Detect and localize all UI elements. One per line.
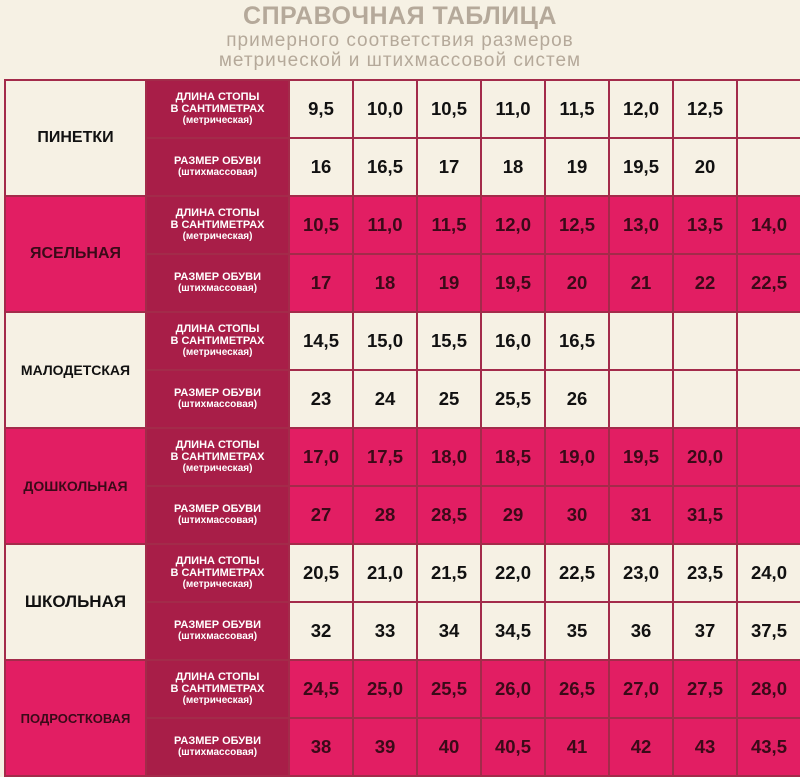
shoe-size-value: 43 [673, 718, 737, 776]
foot-length-value: 12,5 [673, 80, 737, 138]
foot-length-value: 14,0 [737, 196, 800, 254]
foot-length-value: 11,5 [417, 196, 481, 254]
foot-length-value: 19,5 [609, 428, 673, 486]
subtitle-line-2: метрической и штихмассовой систем [218, 50, 582, 71]
label-line: РАЗМЕР ОБУВИ [174, 619, 261, 631]
shoe-size-value: 16,5 [353, 138, 417, 196]
shoe-size-value: 40 [417, 718, 481, 776]
foot-length-label [146, 428, 289, 486]
shoe-size-value: 41 [545, 718, 609, 776]
header [0, 0, 800, 78]
shoe-size-value: 37,5 [737, 602, 800, 660]
shoe-size-value: 40,5 [481, 718, 545, 776]
foot-length-value: 16,5 [545, 312, 609, 370]
table-row [5, 544, 800, 602]
shoe-size-value: 19,5 [609, 138, 673, 196]
foot-length-value: 27,5 [673, 660, 737, 718]
shoe-size-value: 21 [609, 254, 673, 312]
label-line: (метрическая) [182, 695, 253, 706]
foot-length-value: 19,0 [545, 428, 609, 486]
shoe-size-value: 16 [289, 138, 353, 196]
shoe-size-value: 27 [289, 486, 353, 544]
foot-length-value: 20,0 [673, 428, 737, 486]
shoe-size-value: 30 [545, 486, 609, 544]
shoe-size-value: 25,5 [481, 370, 545, 428]
shoe-size-value: 31,5 [673, 486, 737, 544]
foot-length-value [737, 80, 800, 138]
shoe-size-value: 17 [417, 138, 481, 196]
foot-length-value [673, 312, 737, 370]
shoe-size-value [737, 486, 800, 544]
foot-length-value: 9,5 [289, 80, 353, 138]
shoe-size-value: 17 [289, 254, 353, 312]
shoe-size-value: 19 [417, 254, 481, 312]
shoe-size-value [737, 370, 800, 428]
label-line: ДЛИНА СТОПЫ [175, 323, 260, 335]
label-line: (штихмассовая) [177, 399, 258, 410]
shoe-size-value: 19 [545, 138, 609, 196]
shoe-size-value [673, 370, 737, 428]
foot-length-value: 23,5 [673, 544, 737, 602]
foot-length-value: 25,5 [417, 660, 481, 718]
label-line: В САНТИМЕТРАХ [170, 451, 265, 463]
shoe-size-value: 22 [673, 254, 737, 312]
foot-length-label [146, 80, 289, 138]
foot-length-label [146, 544, 289, 602]
category-name: ЯСЕЛЬНАЯ [5, 196, 146, 312]
shoe-size-value: 20 [545, 254, 609, 312]
shoe-size-value: 38 [289, 718, 353, 776]
foot-length-value: 18,5 [481, 428, 545, 486]
foot-length-value: 12,0 [609, 80, 673, 138]
foot-length-value: 26,5 [545, 660, 609, 718]
shoe-size-value: 43,5 [737, 718, 800, 776]
foot-length-value: 17,0 [289, 428, 353, 486]
label-line: РАЗМЕР ОБУВИ [174, 735, 261, 747]
foot-length-value: 27,0 [609, 660, 673, 718]
foot-length-value: 15,5 [417, 312, 481, 370]
foot-length-value: 15,0 [353, 312, 417, 370]
shoe-size-label [146, 718, 289, 776]
foot-length-value: 12,0 [481, 196, 545, 254]
shoe-size-value: 18 [481, 138, 545, 196]
foot-length-value: 10,5 [417, 80, 481, 138]
label-line: ДЛИНА СТОПЫ [175, 671, 260, 683]
label-line: (метрическая) [182, 579, 253, 590]
shoe-size-value: 31 [609, 486, 673, 544]
shoe-size-value: 26 [545, 370, 609, 428]
foot-length-value: 16,0 [481, 312, 545, 370]
foot-length-label [146, 312, 289, 370]
foot-length-value: 24,0 [737, 544, 800, 602]
shoe-size-value: 37 [673, 602, 737, 660]
foot-length-value: 22,5 [545, 544, 609, 602]
foot-length-label [146, 660, 289, 718]
foot-length-value: 28,0 [737, 660, 800, 718]
foot-length-value [737, 428, 800, 486]
shoe-size-value: 33 [353, 602, 417, 660]
shoe-size-value [609, 370, 673, 428]
label-line: В САНТИМЕТРАХ [170, 567, 265, 579]
label-line: ДЛИНА СТОПЫ [175, 91, 260, 103]
label-line: В САНТИМЕТРАХ [170, 683, 265, 695]
foot-length-value: 20,5 [289, 544, 353, 602]
foot-length-value: 12,5 [545, 196, 609, 254]
shoe-size-value: 36 [609, 602, 673, 660]
shoe-size-label [146, 370, 289, 428]
label-line: РАЗМЕР ОБУВИ [174, 271, 261, 283]
label-line: РАЗМЕР ОБУВИ [174, 503, 261, 515]
subtitle-line-1: примерного соответствия размеров [226, 30, 574, 51]
foot-length-value: 17,5 [353, 428, 417, 486]
shoe-size-value: 34 [417, 602, 481, 660]
foot-length-value [737, 312, 800, 370]
foot-length-value: 21,0 [353, 544, 417, 602]
table-row [5, 428, 800, 486]
label-line: ДЛИНА СТОПЫ [175, 207, 260, 219]
label-line: РАЗМЕР ОБУВИ [174, 155, 261, 167]
shoe-size-value: 39 [353, 718, 417, 776]
shoe-size-value: 28,5 [417, 486, 481, 544]
shoe-size-value: 34,5 [481, 602, 545, 660]
shoe-size-value: 25 [417, 370, 481, 428]
label-line: (метрическая) [182, 463, 253, 474]
label-line: (метрическая) [182, 231, 253, 242]
table-row [5, 312, 800, 370]
label-line: (штихмассовая) [177, 515, 258, 526]
foot-length-value: 13,5 [673, 196, 737, 254]
label-line: (штихмассовая) [177, 747, 258, 758]
size-table [4, 79, 800, 777]
foot-length-value: 25,0 [353, 660, 417, 718]
label-line: (штихмассовая) [177, 167, 258, 178]
label-line: (метрическая) [182, 347, 253, 358]
table-row [5, 196, 800, 254]
shoe-size-value: 42 [609, 718, 673, 776]
label-line: В САНТИМЕТРАХ [170, 219, 265, 231]
foot-length-value: 26,0 [481, 660, 545, 718]
shoe-size-value: 32 [289, 602, 353, 660]
shoe-size-value: 19,5 [481, 254, 545, 312]
shoe-size-value: 24 [353, 370, 417, 428]
category-name: ПИНЕТКИ [5, 80, 146, 196]
shoe-size-label [146, 254, 289, 312]
foot-length-value: 10,0 [353, 80, 417, 138]
table-row [5, 660, 800, 718]
foot-length-value: 18,0 [417, 428, 481, 486]
category-name: ПОДРОСТКОВАЯ [5, 660, 146, 776]
foot-length-value: 11,0 [353, 196, 417, 254]
label-line: В САНТИМЕТРАХ [170, 335, 265, 347]
shoe-size-value: 23 [289, 370, 353, 428]
shoe-size-value: 28 [353, 486, 417, 544]
label-line: РАЗМЕР ОБУВИ [174, 387, 261, 399]
foot-length-value: 23,0 [609, 544, 673, 602]
label-line: (метрическая) [182, 115, 253, 126]
shoe-size-label [146, 138, 289, 196]
foot-length-value: 11,5 [545, 80, 609, 138]
label-line: ДЛИНА СТОПЫ [175, 439, 260, 451]
shoe-size-value: 22,5 [737, 254, 800, 312]
label-line: ДЛИНА СТОПЫ [175, 555, 260, 567]
shoe-size-value: 18 [353, 254, 417, 312]
category-name: ШКОЛЬНАЯ [5, 544, 146, 660]
shoe-size-label [146, 486, 289, 544]
table-row [5, 80, 800, 138]
shoe-size-label [146, 602, 289, 660]
shoe-size-value [737, 138, 800, 196]
label-line: (штихмассовая) [177, 631, 258, 642]
foot-length-value: 13,0 [609, 196, 673, 254]
foot-length-value: 11,0 [481, 80, 545, 138]
category-name: МАЛОДЕТСКАЯ [5, 312, 146, 428]
shoe-size-value: 20 [673, 138, 737, 196]
foot-length-value: 14,5 [289, 312, 353, 370]
foot-length-value: 22,0 [481, 544, 545, 602]
page-title: СПРАВОЧНАЯ ТАБЛИЦА [243, 2, 557, 30]
label-line: (штихмассовая) [177, 283, 258, 294]
foot-length-value: 24,5 [289, 660, 353, 718]
foot-length-value [609, 312, 673, 370]
label-line: В САНТИМЕТРАХ [170, 103, 265, 115]
shoe-size-value: 29 [481, 486, 545, 544]
foot-length-label [146, 196, 289, 254]
category-name: ДОШКОЛЬНАЯ [5, 428, 146, 544]
foot-length-value: 10,5 [289, 196, 353, 254]
foot-length-value: 21,5 [417, 544, 481, 602]
shoe-size-value: 35 [545, 602, 609, 660]
